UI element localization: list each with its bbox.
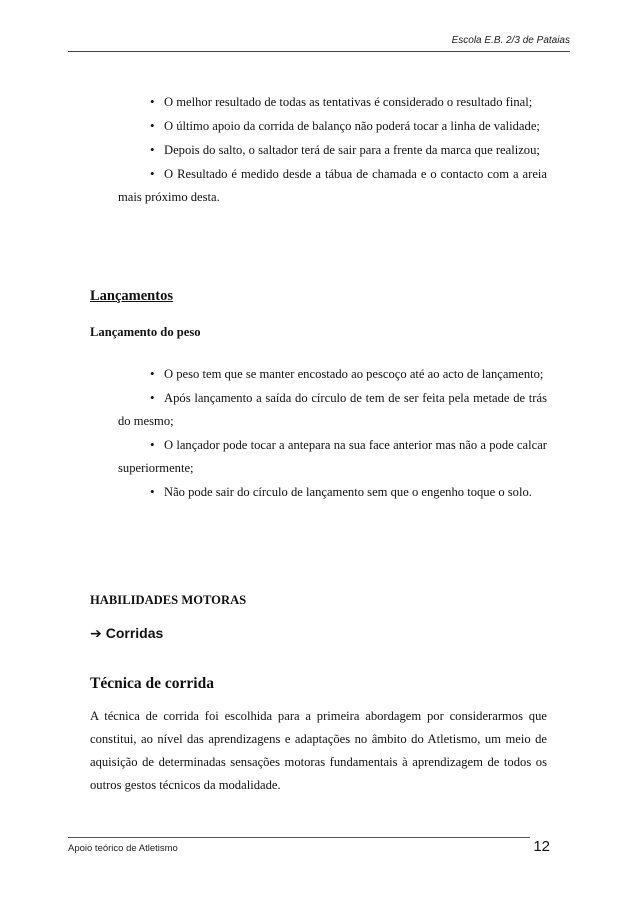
jump-rules-list [118,90,547,209]
list-item: • O último apoio da corrida de balanço não poderá tocar a linha de validade; [118,114,547,138]
page-header: Escola E.B. 2/3 de Pataias [451,35,570,46]
subheading-shot-put: Lançamento do peso [90,325,201,339]
heading-runs [90,625,163,642]
list-item: • O peso tem que se manter encostado ao pescoço até ao acto de lançamento; [118,362,547,386]
header-divider [68,51,570,52]
heading-running-technique: Técnica de corrida [90,675,214,692]
footer-divider [68,837,530,838]
technique-paragraph: A técnica de corrida foi escolhida para a primeira abordagem por considerarmos que constitui, ao nível das aprendizagens e adaptações no âmbito do Atletismo, um meio de aquisição de determinadas sensações motoras fundamentais à aprendizagem de todos os outros gestos técnicos da modalidade. [90,709,547,792]
list-item: • Depois do salto, o saltador terá de sair para a frente da marca que realizou; [118,138,547,162]
shot-put-rules-list [118,362,547,504]
footer-title: Apoio teórico de Atletismo [68,843,178,854]
list-item: • O lançador pode tocar a antepara na sua face anterior mas não a pode calcar superiormente; [118,433,547,480]
section-heading-lancamentos: Lançamentos [90,288,173,304]
heading-motor-skills: HABILIDADES MOTORAS [90,593,247,607]
list-item: • Após lançamento a saída do círculo de tem de ser feita pela metade de trás do mesmo; [118,386,547,433]
list-item: • O Resultado é medido desde a tábua de chamada e o contacto com a areia mais próximo desta. [118,162,547,209]
arrow-right-icon: ➔ [90,625,102,641]
heading-runs-label: Corridas [105,625,164,641]
list-item: • Não pode sair do círculo de lançamento sem que o engenho toque o solo. [118,480,547,504]
page-number: 12 [533,838,550,855]
list-item: • O melhor resultado de todas as tentativas é considerado o resultado final; [118,90,547,114]
